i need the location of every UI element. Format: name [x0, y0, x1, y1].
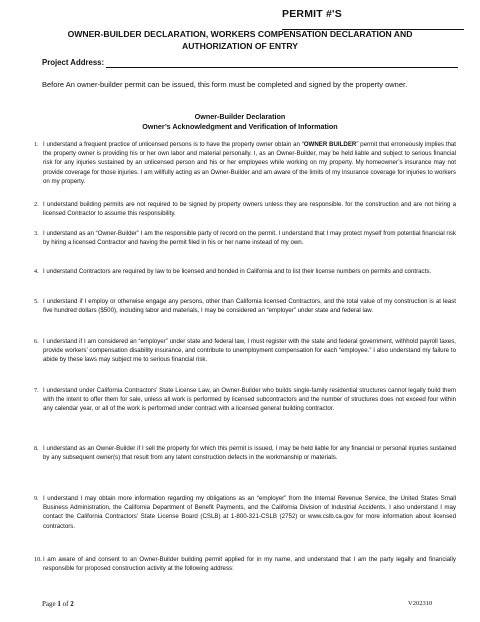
page-number: Page 1 of 2	[42, 600, 74, 608]
section-title: Owner-Builder Declaration	[194, 112, 286, 121]
item-number: 2.	[34, 201, 39, 208]
permit-label: PERMIT #'S	[282, 8, 342, 20]
project-address-line	[106, 67, 458, 68]
list-item	[34, 386, 456, 414]
project-address-field	[42, 58, 104, 67]
section-subtitle: Owner’s Acknowledgment and Verification of Information	[142, 121, 338, 131]
intro-paragraph: Before An owner-builder permit can be issued, this form must be completed and signed by the property owner.	[42, 80, 408, 89]
list-item	[34, 229, 456, 247]
list-item	[34, 200, 456, 218]
item-text: I am aware of and consent to an Owner-Builder building permit applied for in my name, and understand that I am the party legally and financially responsible for proposed construction activity at the following address:	[43, 556, 456, 573]
title-line-2: AUTHORIZATION OF ENTRY	[181, 41, 298, 51]
item-text: I understand a frequent practice of unlicensed persons is to have the property owner obtain an “OWNER BUILDER” permit that erroneously implies that the property owner is providing his or her own labor and material personally. I, as an Owner-Builder, may be held liable and subject to serious financial risk for any injuries sustained by an unlicensed person and his or her employees while working on my property. My homeowner’s insurance may not provide coverage for those injuries. I am willfully acting as an Owner-Builder and am aware of the limits of my insurance coverage for injuries to workers on my property.	[43, 141, 456, 185]
item-text: I understand if I employ or otherwise engage any persons, other than California licensed Contractors, and the total value of my construction is at least five hundred dollars ($500), including labor and materials, I may be considered an “employer” under state and federal law.	[43, 298, 456, 315]
list-item	[34, 494, 456, 531]
item-text: I understand I may obtain more information regarding my obligations as an “employer” from the Internal Revenue Service, the United States Small Business Administration, the California Department of Benefit Payments, and the California Division of Industrial Accidents. I also understand I may contact the California Contractors’ State License Board (CSLB) at 1-800-321-CSLB (2752) or www.cslb.ca.gov for more information about licensed contractors.	[43, 495, 456, 530]
item-number: 6.	[34, 338, 39, 345]
list-item	[34, 297, 456, 315]
item-text: I understand under California Contractors’ State License Law, an Owner-Builder who builds single-family residential structures cannot legally build them with the intent to offer them for sale, unless all work is performed by licensed subcontractors and the number of structures does not exceed four within any calendar year, or all of the work is performed under contract with a licensed general building contractor.	[43, 387, 456, 413]
section-heading	[20, 112, 460, 131]
item-text: I understand Contractors are required by law to be licensed and bonded in California and to list their license numbers on permits and contracts.	[43, 268, 432, 275]
item-number: 1.	[34, 141, 39, 148]
list-item	[34, 337, 456, 365]
item-number: 4.	[34, 268, 39, 275]
item-text: I understand as an Owner-Builder if I sell the property for which this permit is issued, I may be held liable for any financial or personal injuries sustained by any subsequent owner(s) that result from any latent construction defects in the workmanship or materials.	[43, 445, 456, 462]
item-number: 10.	[34, 556, 42, 563]
document-title	[20, 28, 460, 52]
item-number: 3.	[34, 230, 39, 237]
item-number: 5.	[34, 298, 39, 305]
version-code: V202310	[408, 600, 433, 607]
list-item	[34, 267, 456, 276]
item-text: I understand as an “Owner-Builder” I am the responsible party of record on the permit. I understand that I may protect myself from potential financial risk by hiring a licensed Contractor and having the permit filed in his or her name instead of my own.	[43, 230, 456, 247]
project-address-label: Project Address:	[42, 58, 105, 67]
list-item	[34, 444, 456, 462]
owner-builder-emphasis: OWNER BUILDER	[303, 141, 357, 148]
title-line-1: OWNER-BUILDER DECLARATION, WORKERS COMPENSATION DECLARATION AND	[67, 29, 413, 39]
item-number: 7.	[34, 387, 39, 394]
list-item	[34, 555, 456, 573]
item-number: 8.	[34, 445, 39, 452]
item-text: I understand if I am considered an “employer” under state and federal law, I must register with the state and federal government, withhold payroll taxes, provide workers’ compensation disability insurance, and contribute to unemployment compensation for each “employee.” I also understand my failure to abide by these laws may subject me to serious financial risk.	[43, 338, 456, 364]
list-item	[34, 140, 456, 186]
item-number: 9.	[34, 495, 39, 502]
item-text: I understand building permits are not required to be signed by property owners unless they are responsible. for the construction and are not hiring a licensed Contractor to assume this responsibility.	[43, 201, 456, 218]
